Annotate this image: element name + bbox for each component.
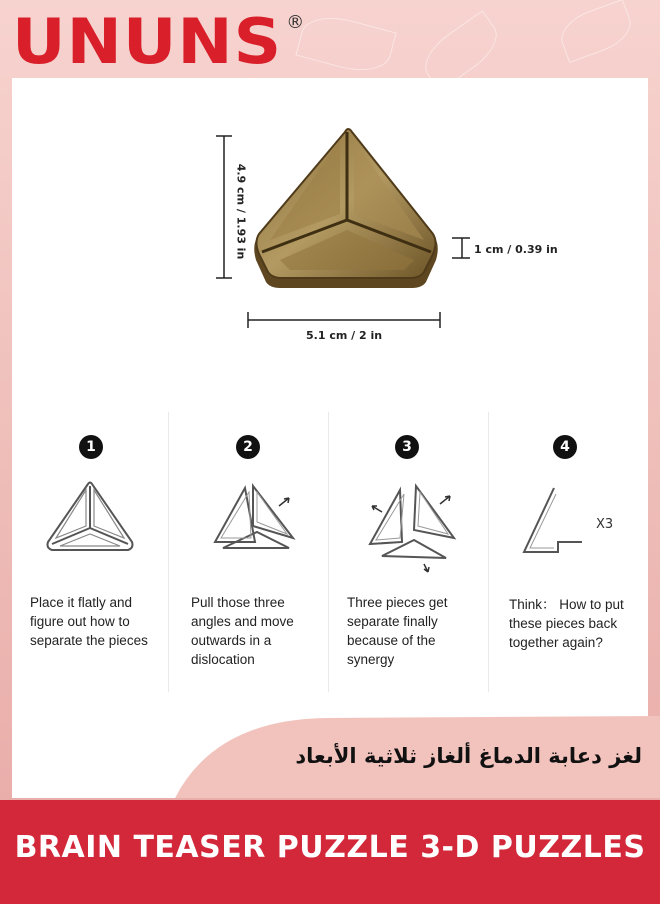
step-number-badge: 3 [395, 435, 419, 459]
step-divider [488, 412, 489, 692]
height-dimension-label: 4.9 cm / 1.93 in [234, 163, 248, 260]
step-number-badge: 4 [553, 435, 577, 459]
step-number-badge: 2 [236, 435, 260, 459]
brand-logo [12, 6, 304, 78]
step-4-illustration [518, 482, 588, 562]
arabic-title: لغز دعابة الدماغ ألغاز ثلاثية الأبعاد [295, 744, 642, 768]
logo-text: UNUNS [12, 4, 283, 79]
footer-title: BRAIN TEASER PUZZLE 3-D PUZZLES [14, 830, 646, 865]
step-4-text: Think： How to put these pieces back together again? [509, 597, 624, 650]
width-dimension-label: 5.1 cm / 2 in [306, 329, 383, 342]
step-1-illustration [40, 478, 140, 558]
step-3-text: Three pieces get separate finally because of the synergy [347, 595, 448, 667]
registered-mark: ® [286, 12, 305, 33]
step-divider [168, 412, 169, 692]
step-1-text: Place it flatly and figure out how to separate the pieces [30, 595, 148, 648]
step-2-text: Pull those three angles and move outwards in a dislocation [191, 595, 294, 667]
pieces-multiplier-label: X3 [596, 517, 614, 532]
thickness-dimension-label: 1 cm / 0.39 in [474, 243, 558, 256]
step-2-illustration [205, 478, 305, 558]
step-divider [328, 412, 329, 692]
step-number-badge: 1 [79, 435, 103, 459]
step-3-illustration [362, 478, 462, 578]
